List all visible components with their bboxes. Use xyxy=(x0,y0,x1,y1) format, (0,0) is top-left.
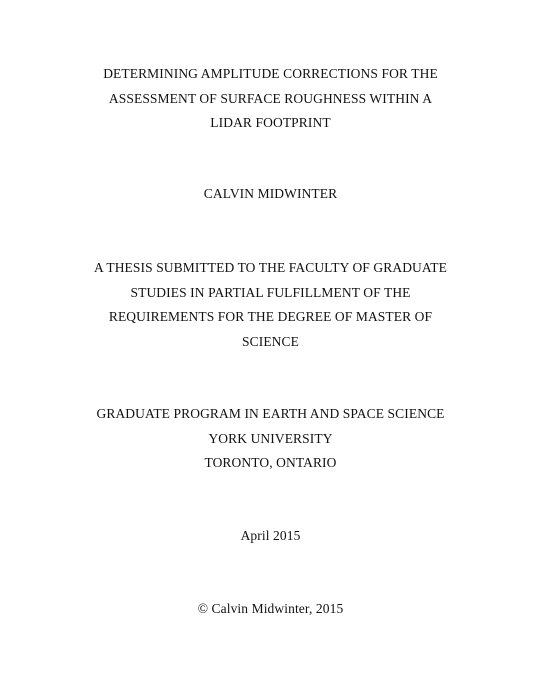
statement-line: A THESIS SUBMITTED TO THE FACULTY OF GRADUATE xyxy=(94,260,447,275)
statement-line: SCIENCE xyxy=(242,333,299,349)
author-name xyxy=(0,182,541,207)
statement-line: STUDIES IN PARTIAL FULFILLMENT OF THE xyxy=(130,284,411,300)
thesis-statement xyxy=(0,256,541,354)
program-line: GRADUATE PROGRAM IN EARTH AND SPACE SCIENCE xyxy=(96,406,445,421)
thesis-title xyxy=(0,62,541,136)
statement-line: REQUIREMENTS FOR THE DEGREE OF MASTER OF xyxy=(108,309,433,324)
author-line: CALVIN MIDWINTER xyxy=(203,186,338,201)
submission-date xyxy=(0,524,541,549)
title-line: ASSESSMENT OF SURFACE ROUGHNESS WITHIN A xyxy=(108,90,433,106)
institution-info xyxy=(0,402,541,476)
title-line: DETERMINING AMPLITUDE CORRECTIONS FOR THE xyxy=(103,66,438,81)
university-line: YORK UNIVERSITY xyxy=(208,430,333,446)
title-line: LIDAR FOOTPRINT xyxy=(210,115,331,130)
copyright-notice xyxy=(0,597,541,622)
copyright-line: © Calvin Midwinter, 2015 xyxy=(197,601,344,616)
location-line: TORONTO, ONTARIO xyxy=(204,455,337,470)
date-line: April 2015 xyxy=(240,528,301,543)
